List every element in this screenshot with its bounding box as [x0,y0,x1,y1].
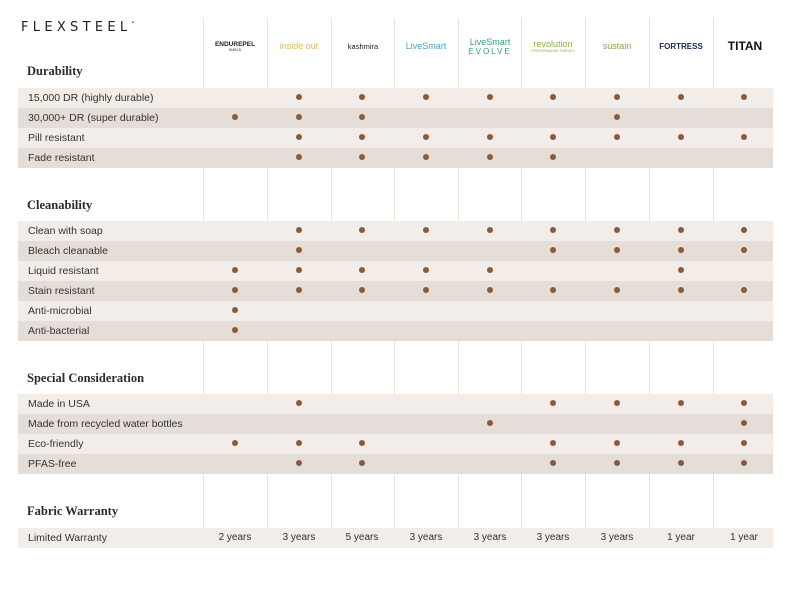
table-row [18,261,773,281]
feature-dot [423,267,429,273]
feature-dot [550,154,556,160]
feature-dot [359,460,365,466]
table-row [18,108,773,128]
feature-dot [678,227,684,233]
feature-dot [296,134,302,140]
feature-dot [487,420,493,426]
feature-dot [741,247,747,253]
livesmart-evolve-logo: LiveSmart EVOLVE [468,36,512,56]
warranty-value: 1 year [667,532,695,543]
feature-dot [741,134,747,140]
feature-dot [487,227,493,233]
feature-dot [678,134,684,140]
feature-dot [487,154,493,160]
warranty-value: 3 years [282,532,316,543]
feature-dot [678,94,684,100]
titan-logo: TITAN [727,39,763,53]
table-row [18,281,773,301]
table-row [18,394,773,414]
table-row [18,88,773,108]
feature-dot [614,247,620,253]
feature-dot [678,400,684,406]
feature-dot [614,114,620,120]
row-label: PFAS-free [28,458,77,470]
row-label: Stain resistant [28,285,95,297]
feature-dot [296,400,302,406]
section-title: Durability [27,64,83,78]
row-label: Made in USA [28,398,90,410]
feature-dot [614,440,620,446]
feature-dot [550,460,556,466]
kashmira-logo: kashmira [347,41,379,51]
feature-dot [678,440,684,446]
feature-dot [359,94,365,100]
table-row [18,241,773,261]
feature-dot [232,267,238,273]
feature-dot [296,154,302,160]
feature-dot [296,94,302,100]
feature-dot [614,400,620,406]
feature-dot [614,287,620,293]
warranty-value: 3 years [600,532,634,543]
feature-dot [487,267,493,273]
feature-dot [487,134,493,140]
row-label: Limited Warranty [28,532,107,544]
row-label: Fade resistant [28,152,95,164]
warranty-value: 3 years [473,532,507,543]
feature-dot [614,460,620,466]
fortress-logo: FORTRESS [659,41,703,51]
feature-dot [741,400,747,406]
feature-dot [232,114,238,120]
table-row [18,454,773,474]
feature-dot [741,460,747,466]
feature-dot [678,287,684,293]
feature-dot [741,227,747,233]
feature-dot [423,94,429,100]
row-label: Pill resistant [28,132,85,144]
feature-dot [614,94,620,100]
feature-dot [359,154,365,160]
warranty-value: 1 year [730,532,758,543]
row-label: 30,000+ DR (super durable) [28,112,159,124]
warranty-value: 3 years [536,532,570,543]
feature-dot [359,134,365,140]
endurepel-logo: ENDUREPEL SHIELD [214,40,256,52]
feature-dot [359,114,365,120]
feature-dot [359,227,365,233]
livesmart-logo: LiveSmart [405,41,447,51]
feature-dot [741,420,747,426]
warranty-value: 2 years [218,532,252,543]
table-row [18,321,773,341]
flexsteel-logo: FLEXSTEEL• [21,20,135,35]
section-title: Fabric Warranty [27,504,119,518]
row-label: Bleach cleanable [28,245,108,257]
table-row [18,414,773,434]
feature-dot [232,307,238,313]
feature-dot [487,94,493,100]
feature-dot [550,94,556,100]
inside-out-logo: inside out [279,41,319,51]
table-row [18,128,773,148]
feature-dot [296,287,302,293]
feature-dot [550,440,556,446]
row-label: Eco-friendly [28,438,84,450]
section-title: Special Consideration [27,371,145,385]
feature-dot [296,114,302,120]
feature-dot [296,267,302,273]
feature-dot [741,287,747,293]
warranty-value: 3 years [409,532,443,543]
table-row [18,434,773,454]
feature-dot [550,247,556,253]
feature-dot [296,440,302,446]
row-label: Clean with soap [28,225,103,237]
table-row [18,221,773,241]
feature-dot [359,287,365,293]
feature-dot [423,287,429,293]
sustain-logo: sustain [602,41,632,51]
table-row [18,148,773,168]
feature-dot [359,440,365,446]
feature-dot [550,287,556,293]
row-label: 15,000 DR (highly durable) [28,92,154,104]
feature-dot [232,287,238,293]
table-row [18,301,773,321]
feature-dot [678,267,684,273]
feature-dot [678,460,684,466]
row-label: Liquid resistant [28,265,99,277]
section-title: Cleanability [27,198,93,212]
feature-dot [741,440,747,446]
feature-dot [423,134,429,140]
feature-dot [359,267,365,273]
warranty-value: 5 years [345,532,379,543]
feature-dot [678,247,684,253]
feature-dot [550,227,556,233]
feature-dot [296,247,302,253]
feature-dot [423,227,429,233]
feature-dot [614,134,620,140]
row-label: Anti-bacterial [28,325,90,337]
row-label: Anti-microbial [28,305,92,317]
feature-dot [487,287,493,293]
feature-dot [423,154,429,160]
row-label: Made from recycled water bottles [28,418,183,430]
feature-dot [296,460,302,466]
feature-dot [232,440,238,446]
feature-dot [550,134,556,140]
feature-dot [550,400,556,406]
table-row [18,528,773,548]
feature-dot [296,227,302,233]
feature-dot [741,94,747,100]
feature-dot [232,327,238,333]
feature-dot [614,227,620,233]
revolution-logo: revolution PERFORMANCE FABRICS [531,39,575,53]
